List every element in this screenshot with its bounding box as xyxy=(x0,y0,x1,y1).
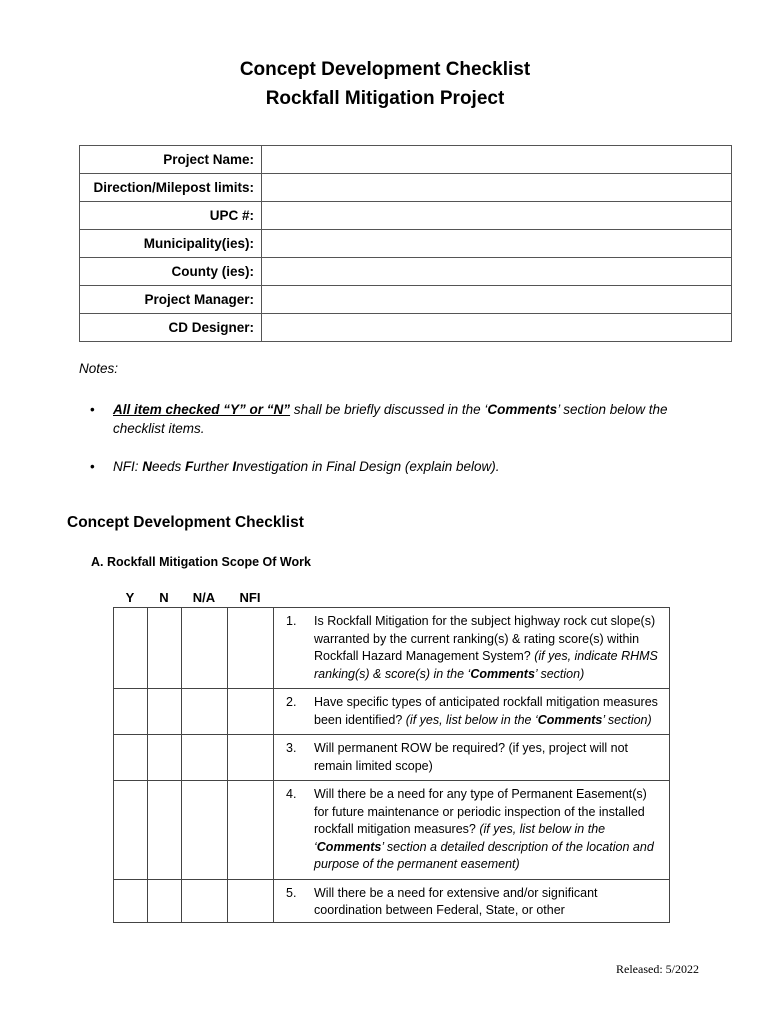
checkbox-nfi[interactable] xyxy=(228,781,274,880)
notes-heading: Notes: xyxy=(79,361,119,376)
note-bullet-2 xyxy=(90,457,670,476)
question-text: 4. Will there be a need for any type of Permanent Easement(s) for future maintenance or periodic inspection of the installed rockfall mitigation measures? (if yes, list below in the ‘Comments’ section a detailed description of the location and purpose of the permanent easement) xyxy=(274,781,670,880)
info-label: Direction/Milepost limits: xyxy=(80,174,262,202)
checkbox-na[interactable] xyxy=(182,689,228,735)
checkbox-y[interactable] xyxy=(114,689,148,735)
info-row xyxy=(80,174,732,202)
column-header-na: N/A xyxy=(192,590,216,605)
section-title: Concept Development Checklist xyxy=(67,514,304,531)
release-date: Released: 5/2022 xyxy=(616,962,699,976)
note-text: All item checked “Y” or “N” shall be briefly discussed in the ‘Comments’ section below the checklist items. xyxy=(113,402,668,436)
checkbox-n[interactable] xyxy=(148,879,182,922)
title-line-1: Concept Development Checklist xyxy=(239,59,531,80)
checkbox-na[interactable] xyxy=(182,735,228,781)
checkbox-y[interactable] xyxy=(114,781,148,880)
bullet-icon: • xyxy=(90,402,95,417)
question-text: 1. Is Rockfall Mitigation for the subject highway rock cut slope(s) warranted by the current ranking(s) & rating score(s) within Rockfall Hazard Management System? (if yes, indicate RHMS ranking(s) & score(s) in the ‘Comments’ section) xyxy=(274,608,670,689)
info-label: Municipality(ies): xyxy=(80,230,262,258)
info-label: Project Name: xyxy=(80,146,262,174)
checkbox-na[interactable] xyxy=(182,608,228,689)
checklist-row xyxy=(114,689,670,735)
info-label: County (ies): xyxy=(80,258,262,286)
milepost-field[interactable] xyxy=(262,174,732,202)
question-text: 2. Have specific types of anticipated rockfall mitigation measures been identified? (if yes, list below in the ‘Comments’ section) xyxy=(274,689,670,735)
note-bullet-1 xyxy=(90,400,670,438)
cd-designer-field[interactable] xyxy=(262,314,732,342)
question-text: 3. Will permanent ROW be required? (if yes, project will not remain limited scope) xyxy=(274,735,670,781)
checklist-row xyxy=(114,781,670,880)
project-manager-field[interactable] xyxy=(262,286,732,314)
checkbox-n[interactable] xyxy=(148,735,182,781)
checkbox-na[interactable] xyxy=(182,879,228,922)
column-header-nfi: NFI xyxy=(239,590,261,605)
info-label: Project Manager: xyxy=(80,286,262,314)
project-info-table xyxy=(79,145,732,342)
info-label: UPC #: xyxy=(80,202,262,230)
column-header-y: Y xyxy=(125,590,135,605)
info-label: CD Designer: xyxy=(80,314,262,342)
info-row xyxy=(80,146,732,174)
checkbox-nfi[interactable] xyxy=(228,689,274,735)
municipality-field[interactable] xyxy=(262,230,732,258)
checkbox-n[interactable] xyxy=(148,781,182,880)
info-row xyxy=(80,202,732,230)
county-field[interactable] xyxy=(262,258,732,286)
note-text: NFI: Needs Further Investigation in Final Design (explain below). xyxy=(113,459,500,474)
title-line-2: Rockfall Mitigation Project xyxy=(265,88,505,109)
checkbox-nfi[interactable] xyxy=(228,735,274,781)
column-header-n: N xyxy=(159,590,169,605)
checklist-row xyxy=(114,608,670,689)
checkbox-nfi[interactable] xyxy=(228,879,274,922)
question-text: 5. Will there be a need for extensive and/or significant coordination between Federal, State, or other xyxy=(274,879,670,922)
info-row xyxy=(80,258,732,286)
checkbox-y[interactable] xyxy=(114,735,148,781)
upc-field[interactable] xyxy=(262,202,732,230)
checkbox-n[interactable] xyxy=(148,689,182,735)
checklist-row xyxy=(114,735,670,781)
checkbox-y[interactable] xyxy=(114,608,148,689)
checkbox-nfi[interactable] xyxy=(228,608,274,689)
checklist-row xyxy=(114,879,670,922)
page-title xyxy=(0,55,770,113)
checkbox-na[interactable] xyxy=(182,781,228,880)
info-row xyxy=(80,314,732,342)
checkbox-n[interactable] xyxy=(148,608,182,689)
project-name-field[interactable] xyxy=(262,146,732,174)
checklist-table xyxy=(113,607,670,923)
bullet-icon: • xyxy=(90,459,95,474)
info-row xyxy=(80,286,732,314)
info-row xyxy=(80,230,732,258)
subsection-title: A. Rockfall Mitigation Scope Of Work xyxy=(91,555,311,569)
checkbox-y[interactable] xyxy=(114,879,148,922)
